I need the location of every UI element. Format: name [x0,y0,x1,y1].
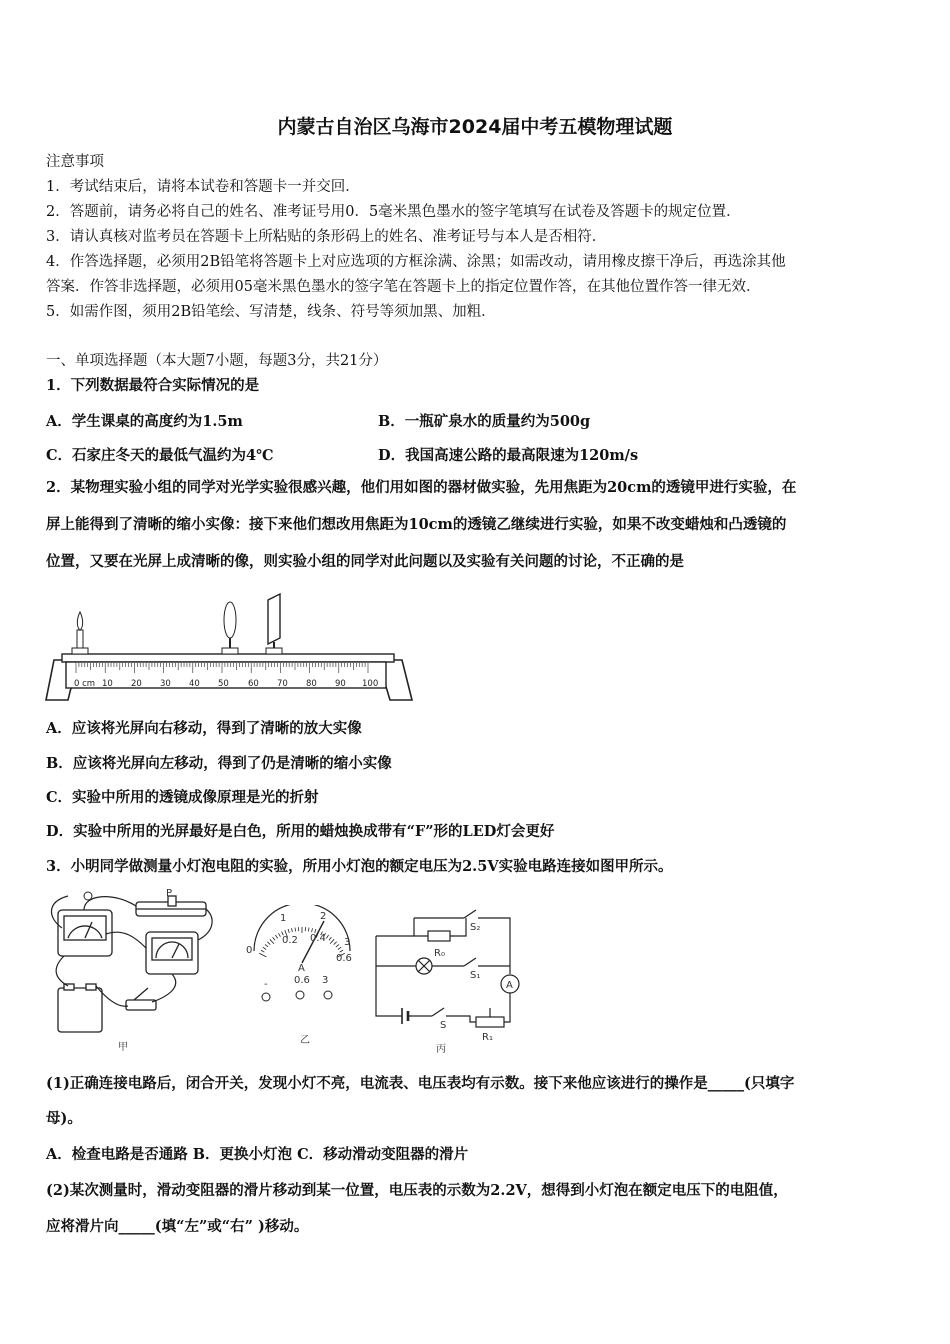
label-s: S [440,1020,447,1031]
dial-tick [330,939,334,943]
dial-tick [259,953,266,957]
dial-tick [275,935,277,938]
dial-label-3: 3 [344,937,351,948]
q3-sub1-options: A．检查电路是否通路 B．更换小灯泡 C．移动滑动变阻器的滑片 [46,1146,469,1163]
ruler-label-50: 50 [218,679,229,689]
terminal-0-6: 0.6 [294,975,310,986]
q1-option-c: C．石家庄冬天的最低气温约为4℃ [46,447,274,464]
dial-tick [338,947,341,949]
dial-tick [288,929,289,933]
dial-tick [265,944,268,947]
q3-stem: 3．小明同学做测量小灯泡电阻的实验，所用小灯泡的额定电压为2.5V实验电路连接如图甲所示。 [46,858,673,875]
dial-tick [336,944,339,947]
label-s2: S₂ [470,922,481,933]
notice-item-2: 2．答题前，请务必将自己的姓名、准考证号用0．5毫米黑色墨水的签字笔填写在试卷及答题卡的规定位置． [46,204,741,220]
caption-jia: 甲 [118,1042,128,1053]
dial-label-zero: 0 [246,945,253,956]
jia-slider-label: P [166,888,173,899]
notice-item-3: 3．请认真核对监考员在答题卡上所粘贴的条形码上的姓名、准考证号与本人是否相符． [46,229,607,245]
optical-bench-figure [44,592,422,704]
dial-tick [278,933,280,936]
q2-option-d: D．实验中所用的光屏最好是白色，所用的蜡烛换成带有“F”形的LED灯会更好 [46,823,555,840]
q1-stem: 1．下列数据最符合实际情况的是 [46,377,260,394]
dial-tick [270,939,274,943]
notice-item-4: 4．作答选择题，必须用2B铅笔将答题卡上对应选项的方框涂满、涂黑；如需改动，请用橡皮擦干净后，再选涂其他 [46,254,786,270]
dial-tick [295,928,296,932]
ruler-label-90: 90 [335,679,346,689]
q3-sub2-line-2: 应将滑片向_____(填“左”或“右” )移动。 [46,1218,309,1235]
ruler-label-30: 30 [160,679,171,689]
candle [72,612,88,654]
dial-ticks [259,927,345,957]
dial-tick [267,942,270,945]
dial-tick [261,950,264,952]
dial-label-0-4: 0.4 [310,933,326,944]
dial-tick [340,950,343,952]
notice-item-1: 1．考试结束后，请将本试卷和答题卡一并交回． [46,179,360,195]
dial-label-2: 2 [320,911,327,922]
q1-option-a: A．学生课桌的高度约为1.5m [46,413,243,430]
q2-stem-line-2: 屏上能得到了清晰的缩小实像：接下来他们想改用焦距为10cm的透镜乙继续进行实验，如果不改变蜡烛和凸透镜的 [46,516,787,533]
label-s1: S₁ [470,970,481,981]
dial-unit: A [298,963,305,974]
q3-sub1-line-1: (1)正确连接电路后，闭合开关，发现小灯不亮，电流表、电压表均有示数。接下来他应该进行的操作是_____(只填字 [46,1075,795,1092]
q2-option-b: B．应该将光屏向左移动，得到了仍是清晰的缩小实像 [46,755,392,772]
q3-sub1-line-2: 母)。 [46,1110,82,1127]
dial-tick [326,935,328,938]
dial-tick [292,928,293,932]
dial-tick [312,928,313,932]
q2-option-a: A．应该将光屏向右移动，得到了清晰的放大实像 [46,720,362,737]
q2-stem-line-1: 2．某物理实验小组的同学对光学实验很感兴趣，他们用如图的器材做实验，先用焦距为20cm的透镜甲进行实验，在 [46,479,797,496]
dial-tick [273,937,275,940]
notice-item-4-cont: 答案．作答非选择题，必须用05毫米黑色墨水的签字笔在答题卡上的指定位置作答，在其他位置作答一律无效． [46,279,761,295]
ruler-label-40: 40 [189,679,200,689]
page-title: 内蒙古自治区乌海市2024届中考五模物理试题 [277,116,673,138]
ruler-label-70: 70 [277,679,288,689]
q2-option-c: C．实验中所用的透镜成像原理是光的折射 [46,789,319,806]
dial-label-1: 1 [280,913,287,924]
light-screen [266,594,282,654]
ruler-label-10: 10 [102,679,113,689]
terminal-3: 3 [322,975,329,986]
ruler-label-60: 60 [248,679,259,689]
q3-figure-jia [44,888,220,1056]
ruler-label-100: 100 [362,679,379,689]
dial-tick [263,947,266,949]
caption-yi: 乙 [300,1035,310,1046]
q3-figure-bing [370,900,530,1058]
q2-stem-line-3: 位置，又要在光屏上成清晰的像，则实验小组的同学对此问题以及实验有关问题的讨论，不正确的是 [46,553,684,570]
q1-option-d: D．我国高速公路的最高限速为120m/s [378,447,639,464]
dial-label-0-6: 0.6 [336,953,352,964]
notice-item-5: 5．如需作图，须用2B铅笔绘、写清楚，线条、符号等须加黑、加粗． [46,304,496,320]
dial-label-0-2: 0.2 [282,935,298,946]
dial-tick [334,942,337,945]
dial-tick [308,928,309,932]
section1-heading: 一、单项选择题（本大题7小题，每题3分，共21分） [46,353,388,369]
ruler-label-80: 80 [306,679,317,689]
notice-heading: 注意事项 [46,154,104,170]
ruler-label-0: 0 cm [74,679,96,689]
q3-sub2-line-1: (2)某次测量时，滑动变阻器的滑片移动到某一位置，电压表的示数为2.2V，想得到小灯泡在额定电压下的电阻值， [46,1182,788,1199]
terminal-minus: - [264,979,268,990]
dial-tick [329,937,331,940]
q3-figure-yi [240,905,360,1055]
label-r0: R₀ [434,948,445,959]
label-ammeter: A [506,980,513,991]
ruler-label-20: 20 [131,679,142,689]
convex-lens [222,602,238,654]
caption-bing: 丙 [436,1044,446,1055]
q1-option-b: B．一瓶矿泉水的质量约为500g [378,413,591,430]
label-r1: R₁ [482,1032,493,1043]
